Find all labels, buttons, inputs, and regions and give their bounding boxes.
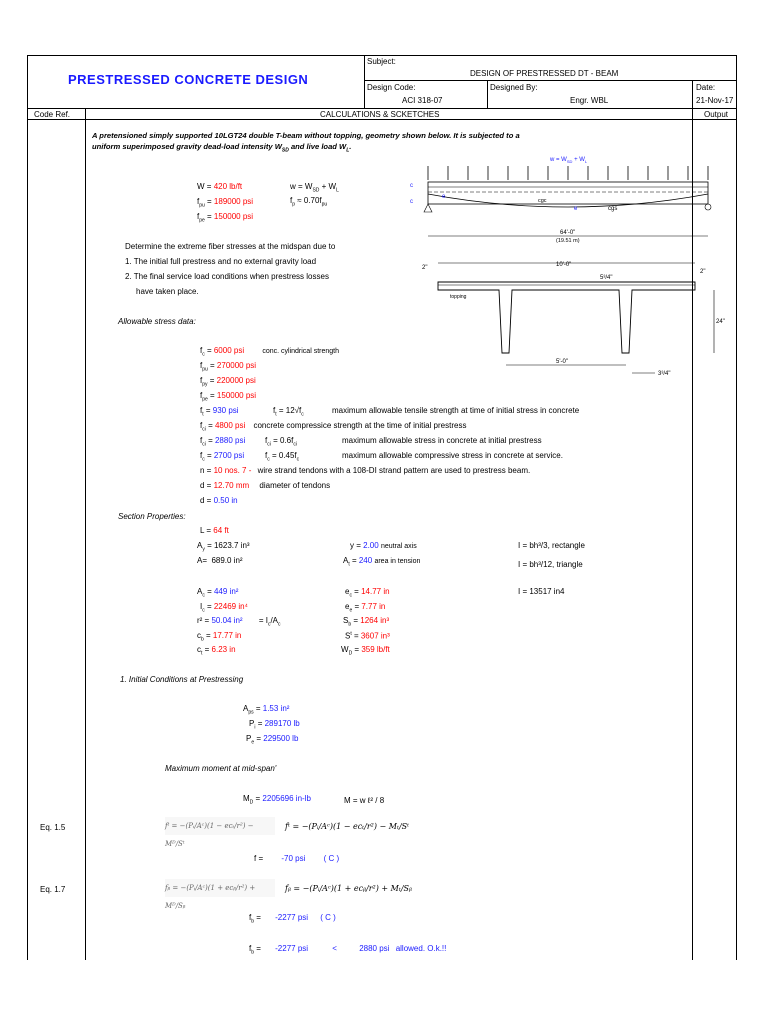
lt-sign: < — [332, 944, 337, 953]
row-Pi: $P_i = 289170$ lb — [249, 719, 300, 731]
row-Ac: $A_c = 449$ in² — [197, 587, 239, 599]
output-header: Output — [704, 110, 729, 119]
max-moment-heading: Maximum moment at mid-span' — [165, 764, 277, 773]
cross-section-diagram — [410, 255, 735, 385]
task-2b: have taken place. — [136, 287, 199, 296]
WD-value: 359 lb/ft — [361, 645, 390, 654]
eq-1-5-ref: Eq. 1.5 — [40, 823, 66, 832]
formula-1-7a: fᵦ = −(Pᵢ/Aᶜ)(1 + ecᵦ/r²) + Mᴰ/Sᵦ — [165, 879, 275, 897]
row-r2: r² = 50.04 $in^2 = I_c/A_c$ — [197, 616, 281, 628]
w-eq-a: w = W — [290, 182, 313, 191]
row-WD: $W_D = 359$ lb/ft — [341, 645, 390, 657]
intro-sub-sd: SD — [281, 147, 289, 154]
fpu2-value: 270000 psi — [216, 361, 257, 370]
A-value: 689.0 in² — [211, 556, 243, 565]
fcs-desc: maximum allowable compressive stress in concrete at service. — [342, 451, 563, 460]
date-label: Date: — [696, 83, 716, 92]
dim-5ft: 5'-0" — [556, 359, 568, 365]
design-code-value: ACI 318-07 — [402, 96, 443, 105]
beam-elevation-diagram — [370, 150, 720, 250]
row-Pe: $P_e = 229500$ lb — [246, 734, 299, 746]
formula-1-5b: fᵗ = −(Pᵢ/Aᶜ)(1 − ecₜ/r²) − Mₜ/Sᵗ — [285, 822, 410, 831]
dt-section-outline — [438, 282, 695, 353]
row-fc: $f_c = 6000$ psi conc. cylindrical strength — [200, 346, 339, 358]
eq-1-7-ref: Eq. 1.7 — [40, 885, 66, 894]
formula-1-7b: fᵦ = −(Pᵢ/Aᶜ)(1 + ecᵦ/r²) + Mₜ/Sᵦ — [285, 884, 412, 893]
subject-label: Subject: — [367, 57, 396, 66]
fb1-value: -2277 psi — [275, 913, 309, 922]
f-top-value: -70 psi — [281, 854, 306, 863]
fpe-value: 150000 psi — [213, 212, 254, 221]
fci-desc: concrete compressice strength at the time of initial prestress — [253, 421, 467, 430]
formula-1-5a: fᵗ = −(Pᵢ/Aᶜ)(1 − ecₜ/r²) − Mᴰ/Sᵗ — [165, 817, 275, 835]
intro-sub-l: L — [346, 147, 350, 154]
row-At: $A_t = 240$ area in tension — [343, 556, 421, 568]
n-value: 10 nos. 7 - — [213, 466, 252, 475]
row-fpy: $f_{py} = 220000$ psi — [200, 376, 256, 388]
cb-value: 17.77 in — [212, 631, 242, 640]
row-ee: $e_e = 7.77$ in — [345, 602, 386, 614]
f-top-tag: ( C ) — [323, 854, 340, 863]
fci-value: 4800 psi — [214, 421, 246, 430]
intro-text-c: . — [349, 142, 352, 151]
label-cgs: cgs — [608, 206, 618, 212]
y-value: 2.00 — [363, 541, 379, 550]
d-desc: diameter of tendons — [259, 481, 331, 490]
dim-2in-left: 2" — [422, 265, 428, 271]
allow-value: 2880 psi — [359, 944, 390, 953]
fpu-sub: pu — [199, 202, 205, 209]
intro-text-b: and live load W — [288, 142, 347, 151]
fc-desc: conc. cylindrical strength — [262, 348, 339, 355]
fpu-label: f — [197, 197, 200, 206]
fpe2-value: 150000 psi — [216, 391, 257, 400]
calc-header: CALCULATIONS & SCKETCHES — [320, 110, 440, 119]
W-value: 420 lb/ft — [213, 182, 243, 191]
subject-value: DESIGN OF PRESTRESSED DT - BEAM — [470, 69, 619, 78]
ft-equation: $f_t = 12√f_c$ — [273, 406, 304, 418]
fc-value: 6000 psi — [213, 346, 245, 355]
fcs-equation: $f_c = 0.45f_c$ — [265, 451, 300, 463]
code-ref-header: Code Ref. — [34, 110, 71, 119]
Ay-value: 1623.7 in³ — [213, 541, 250, 550]
row-fb-1: $f_b = -2277$ psi ( C ) — [249, 913, 336, 925]
r2-value: 50.04 in² — [211, 616, 243, 625]
d-mm-value: 12.70 mm — [213, 481, 250, 490]
intro-line-1: A pretensioned simply supported 10LGT24 double T-beam without topping, geometry shown below. It is subjected to a — [92, 131, 520, 140]
given-W — [197, 182, 242, 191]
fp-eq-b: ≈ 0.70f — [295, 196, 322, 205]
row-ft: $f_t = 930$ psi — [200, 406, 239, 418]
row-St: $S^t = 3607$ in³ — [345, 631, 390, 641]
w-equation — [290, 182, 339, 194]
w-eq-b: + W — [319, 182, 337, 191]
allowable-heading: Allowable stress data: — [118, 317, 196, 326]
right-support — [705, 204, 711, 210]
label-cgc: cgc — [538, 198, 547, 204]
dim-5-3-4: 5³/4" — [600, 275, 613, 281]
span-dim-m: (19.51 m) — [556, 238, 580, 244]
given-fpe: $f_{pe} = 150000$ psi — [197, 212, 254, 224]
I-rectangle: I = bh³/3, rectangle — [518, 541, 585, 550]
row-A: A= 689.0 in² — [197, 556, 243, 565]
row-Ay: $A_y = 1623.7$ in³ — [197, 541, 250, 553]
fpy-value: 220000 psi — [216, 376, 256, 385]
given-fpu: $f_{pu} = 189000$ psi — [197, 197, 254, 209]
load-label: $w = W_{SD} + W_L$ — [550, 157, 588, 164]
label-e-mid: e — [574, 206, 578, 212]
Sb-value: 1264 in³ — [360, 616, 390, 625]
I-total: I = 13517 in4 — [518, 587, 565, 596]
ft-desc: maximum allowable tensile strength at time of initial stress in concrete — [332, 406, 580, 415]
tasks-heading: Determine the extreme fiber stresses at the midspan due to — [125, 242, 336, 251]
dim-3-3-4: 3³/4" — [658, 371, 671, 377]
d-in-value: 0.50 in — [213, 496, 238, 505]
row-y: y = 2.00 neutral axis — [350, 541, 417, 550]
design-code-label: Design Code: — [367, 83, 416, 92]
task-1: 1. The initial full prestress and no external gravity load — [125, 257, 317, 266]
ee-value: 7.77 in — [361, 602, 386, 611]
row-ct: $c_t = 6.23$ in — [197, 645, 236, 657]
w-eq-sub2: L — [336, 187, 339, 194]
At-value: 240 — [358, 556, 373, 565]
row-L: L = 64 ft — [200, 526, 229, 535]
section-heading: Section Properties: — [118, 512, 186, 521]
dim-2in-right: 2" — [700, 269, 706, 275]
Ac-value: 449 in² — [213, 587, 239, 596]
row-fb-2: $f_b = -2277$ psi < 2880 psi allowed. O.k.!! — [249, 944, 447, 956]
fcii-value: 2880 psi — [214, 436, 246, 445]
I-triangle: I = bh³/12, triangle — [518, 560, 583, 569]
fcs-value: 2700 psi — [213, 451, 245, 460]
row-d-mm: d = 12.70 mm diameter of tendons — [200, 481, 331, 490]
fp-equation: $f_p \approx 0.70f_{pu}$ — [290, 196, 328, 208]
dim-24in: 24" — [716, 319, 725, 325]
moment-equation: M = w ℓ² / 8 — [344, 796, 385, 805]
intro-text-a: uniform superimposed gravity dead-load intensity W — [92, 142, 282, 151]
L-value: 64 ft — [213, 526, 229, 535]
row-ec: $e_c = 14.77$ in — [345, 587, 390, 599]
row-fcii: $f_{ci} = 2880$ psi — [200, 436, 246, 448]
row-fcs: $f_c = 2700$ psi — [200, 451, 245, 463]
row-n: n = 10 nos. 7 - wire strand tendons with a 108-DI strand pattern are used to prestress beam. — [200, 466, 531, 475]
fpe-sub: pe — [199, 217, 205, 224]
dim-ct: c — [410, 183, 413, 189]
intro-line-2 — [92, 142, 351, 154]
span-dim: 64'-0" — [560, 230, 576, 236]
Ic-value: 22469 in⁴ — [213, 602, 248, 611]
row-Sb: $S_b = 1264$ in³ — [343, 616, 390, 628]
row-Aps: $A_{ps} = 1.53$ in² — [243, 704, 290, 716]
label-e-left: e — [442, 194, 446, 200]
St-value: 3607 in³ — [360, 631, 390, 641]
row-Ic: $I_c = 22469$ in⁴ — [200, 602, 248, 614]
Pi-value: 289170 lb — [264, 719, 300, 728]
w-eq-sub1: SD — [312, 187, 320, 194]
initial-heading: 1. Initial Conditions at Prestressing — [120, 675, 244, 684]
row-fci: $f_{ci} = 4800$ psi concrete compressice strength at the time of initial prestress — [200, 421, 467, 433]
n-desc: wire strand tendons with a 108-DI strand pattern are used to prestress beam. — [257, 466, 531, 475]
ec-value: 14.77 in — [361, 587, 390, 596]
fp-eq-a: f — [290, 196, 293, 205]
ok-text: allowed. O.k.!! — [395, 944, 447, 953]
MD-value: 2205696 in-lb — [262, 794, 311, 803]
ct-value: 6.23 in — [211, 645, 236, 654]
row-fpe2: $f_{pe} = 150000$ psi — [200, 391, 257, 403]
label-topping: topping — [450, 294, 467, 300]
y-desc: neutral axis — [380, 543, 417, 550]
designed-by-value: Engr. WBL — [570, 96, 609, 105]
fpu-value: 189000 psi — [213, 197, 254, 206]
page-title: PRESTRESSED CONCRETE DESIGN — [68, 72, 309, 87]
fb2-value: -2277 psi — [275, 944, 309, 953]
row-fpu2: $f_{pu} = 270000$ psi — [200, 361, 257, 373]
tendon-profile — [428, 194, 708, 207]
Pe-value: 229500 lb — [263, 734, 299, 743]
designed-by-label: Designed By: — [490, 83, 538, 92]
row-f-top: f = -70 psi ( C ) — [254, 854, 340, 863]
fcii-equation: $f_{ci} = 0.6f_{ci}$ — [265, 436, 297, 448]
dim-10ft: 10'-0" — [556, 262, 572, 268]
W-label: W = — [197, 182, 212, 191]
task-2: 2. The final service load conditions when prestress losses — [125, 272, 329, 281]
dim-cb: c — [410, 199, 413, 205]
date-value: 21-Nov-17 — [696, 96, 734, 105]
At-desc: area in tension — [374, 558, 421, 565]
fcii-desc: maximum allowable stress in concrete at initial prestress — [342, 436, 542, 445]
left-support — [424, 204, 432, 212]
ft-value: 930 psi — [212, 406, 239, 415]
row-d-in: d = 0.50 in — [200, 496, 238, 505]
fpe-label: f — [197, 212, 200, 221]
row-cb: $c_b = 17.77$ in — [197, 631, 242, 643]
row-MD: $M_D = 2205696$ in-lb — [243, 794, 311, 806]
load-arrows — [428, 166, 708, 180]
fb1-tag: ( C ) — [320, 913, 336, 922]
Aps-value: 1.53 in² — [262, 704, 290, 713]
